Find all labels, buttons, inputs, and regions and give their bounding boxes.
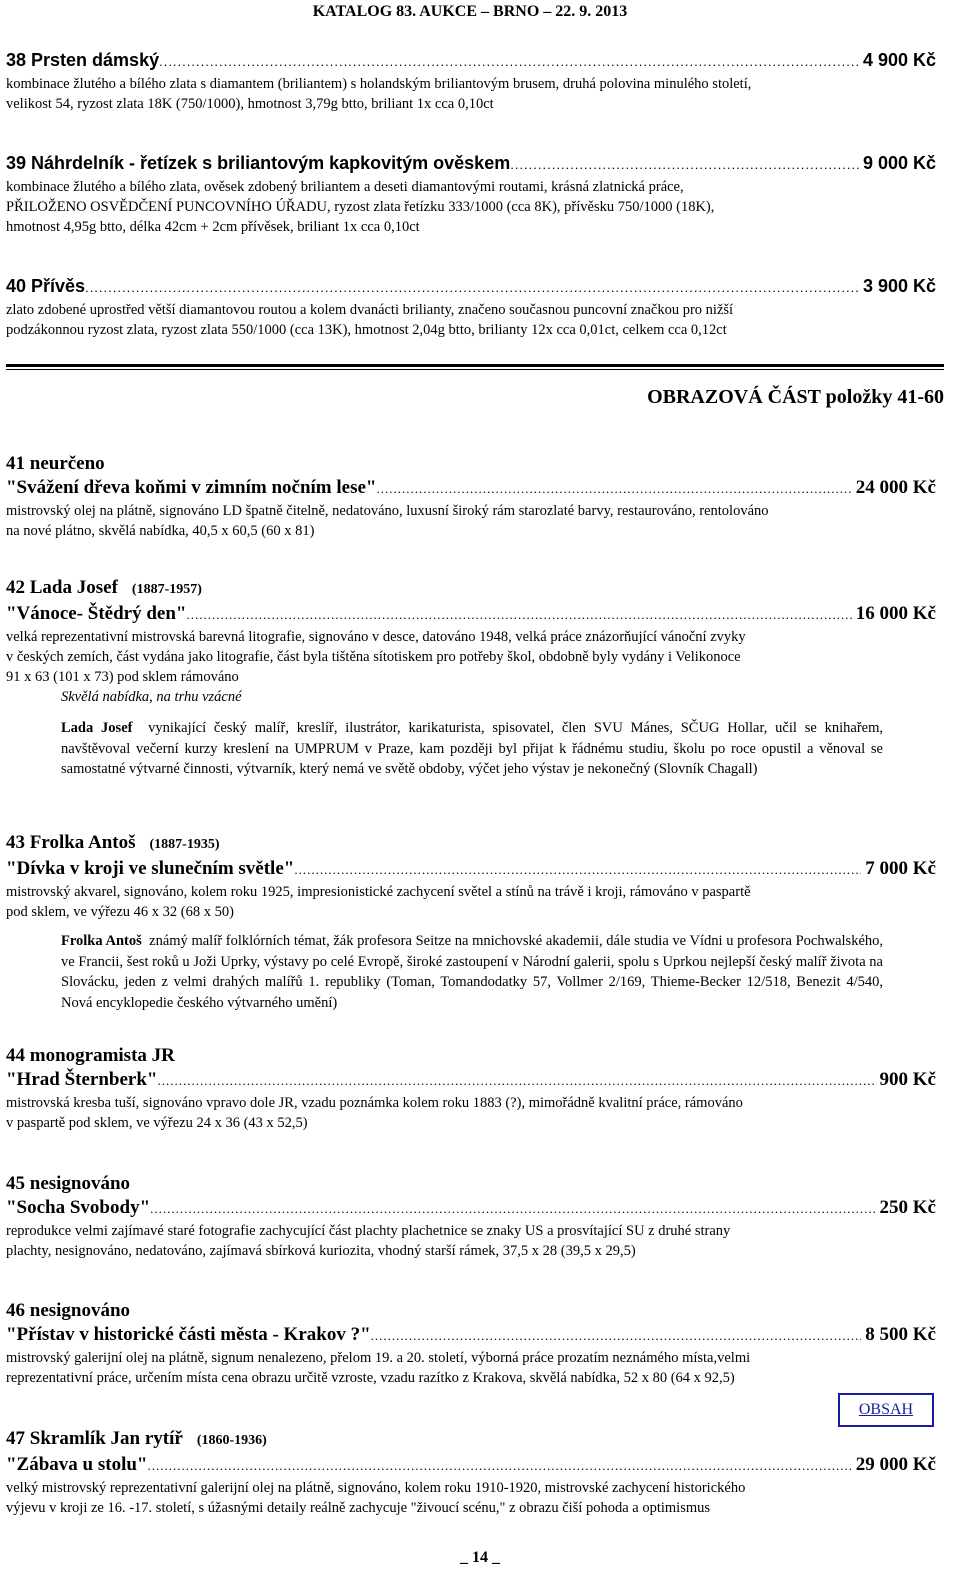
lot-price: 29 000 Kč	[855, 1454, 936, 1475]
artist-bio-text: vynikající český malíř, kreslíř, ilustrátor, karikaturista, spisovatel, člen SVU Mánes, SČUG Hollar, učil se knihařem, navštěvoval večerní kurzy kreslení na UMPRUM v Praze, kam později byl přijat k řádnému studiu, školu po roce opustil a věnoval se samostatné výtvarné činnosti, výtvarník, který nemá ve světě obdoby, výčet jeho výstav je nekonečný (Slovník Chagall)	[61, 720, 883, 777]
artist-bio	[6, 931, 883, 1013]
lot-desc-line: v českých zemích, část vydána jako litografie, část byla tištěna sítotiskem pro potřeby škol, obdobně byly vydány i Velikonoce	[6, 649, 741, 665]
lot-author: 41 neurčeno	[6, 453, 105, 474]
lot-title: "Socha Svobody"	[6, 1197, 151, 1218]
lot-lifespan: (1887-1935)	[149, 837, 220, 852]
lot-author: 45 nesignováno	[6, 1173, 131, 1194]
lot-price: 3 900 Kč	[862, 276, 936, 296]
lot-desc-line: mistrovská kresba tuší, signováno vpravo dole JR, vzadu poznámka kolem roku 1883 (?), mimořádně kvalitní práce, rámováno	[6, 1095, 743, 1111]
lot-price: 250 Kč	[879, 1197, 936, 1218]
lot-45	[6, 1172, 936, 1261]
lot-title: "Vánoce- Štědrý den"	[6, 603, 187, 624]
lot-desc-line: na nové plátno, skvělá nabídka, 40,5 x 60,5 (60 x 81)	[6, 523, 315, 539]
lot-title: "Hrad Šternberk"	[6, 1069, 158, 1090]
lot-desc-line: PŘILOŽENO OSVĚDČENÍ PUNCOVNÍHO ÚŘADU, ryzost zlata řetízku 333/1000 (cca 8K), přívěsku 750/1000 (18K),	[6, 199, 715, 215]
lot-price: 24 000 Kč	[855, 477, 936, 498]
lot-desc-line: v paspartě pod sklem, ve výřezu 24 x 36 (43 x 52,5)	[6, 1115, 308, 1131]
lot-title: "Přístav v historické části města - Krakov ?"	[6, 1324, 371, 1345]
artist-name: Frolka Antoš	[61, 933, 142, 949]
lot-author: 43 Frolka Antoš	[6, 832, 136, 853]
lot-38	[6, 48, 936, 114]
lot-price: 16 000 Kč	[855, 603, 936, 624]
lot-note: Skvělá nabídka, na trhu vzácné	[61, 689, 242, 705]
lot-39	[6, 151, 936, 237]
lot-author: 47 Skramlík Jan rytíř	[6, 1428, 183, 1449]
lot-43	[6, 831, 936, 1013]
lot-desc-line: velký mistrovský reprezentativní galerijní olej na plátně, signováno, kolem roku 1910-1920, mistrovské zachycení historického	[6, 1480, 746, 1496]
lot-desc-line: mistrovský olej na plátně, signováno LD špatně čitelně, nedatováno, luxusní široký rám starozlaté barvy, restaurováno, rentolováno	[6, 503, 769, 519]
lot-title: 40 Přívěs	[6, 276, 86, 296]
lot-desc-line: velká reprezentativní mistrovská barevná litografie, signováno v desce, datováno 1948, velká práce znázorňující vánoční zvyky	[6, 629, 746, 645]
lot-lifespan: (1887-1957)	[131, 582, 202, 597]
lot-title: "Dívka v kroji ve slunečním světle"	[6, 858, 295, 879]
lot-price: 900 Kč	[879, 1069, 936, 1090]
lot-lifespan: (1860-1936)	[196, 1433, 267, 1448]
section-rule-thin	[6, 369, 944, 370]
artist-bio	[6, 718, 883, 780]
lot-title: 39 Náhrdelník - řetízek s briliantovým kapkovitým ověskem	[6, 153, 511, 173]
artist-bio-text: známý malíř folklórních témat, žák profesora Seitze na mnichovské akademii, dále studia ve Vídni u profesora Pochwalského, ve Francii, šest roků u Joži Uprky, výstavy po celé Evropě, široké zastoupení v Národní galerii, spolu s Uprkou nejlepší český malíř života na Slovácku, jeden z velmi drahých malířů 1. republiky (Toman, Tomandodatky 57, Vollmer 2/169, Thieme-Becker 12/518, Benezit 4/540, Nová encyklopedie českého výtvarného umění)	[61, 933, 884, 1011]
lot-41	[6, 452, 936, 541]
lot-title: "Zábava u stolu"	[6, 1454, 148, 1475]
contents-link[interactable]: OBSAH	[838, 1393, 934, 1427]
lot-desc-line: 91 x 63 (101 x 73) pod sklem rámováno	[6, 669, 239, 685]
lot-price: 4 900 Kč	[862, 50, 936, 70]
lot-title: 38 Prsten dámský	[6, 50, 160, 70]
lot-author: 44 monogramista JR	[6, 1045, 175, 1066]
page-number: _ 14 _	[460, 1549, 500, 1566]
section-rule	[6, 364, 944, 367]
artist-name: Lada Josef	[61, 720, 133, 736]
lot-44	[6, 1044, 936, 1133]
lot-desc-line: pod sklem, ve výřezu 46 x 32 (68 x 50)	[6, 904, 234, 920]
lot-desc-line: hmotnost 4,95g btto, délka 42cm + 2cm přívěsek, briliant 1x cca 0,10ct	[6, 219, 420, 235]
lot-desc-line: zlato zdobené uprostřed větší diamantovou routou a kolem dvanácti brilianty, značeno současnou puncovní značkou pro nižší	[6, 302, 734, 318]
section-title: OBRAZOVÁ ČÁST položky 41-60	[647, 386, 944, 408]
lot-price: 8 500 Kč	[865, 1324, 936, 1345]
lot-desc-line: reprodukce velmi zajímavé staré fotografie zachycující část plachty plachetnice se znaky US a prosvítající SU z druhé strany	[6, 1223, 731, 1239]
lot-40	[6, 274, 936, 340]
lot-desc-line: reprezentativní práce, určením místa cena obrazu určitě vzroste, vzadu razítko z Krakova, skvělá nabídka, 52 x 80 (64 x 92,5)	[6, 1370, 735, 1386]
lot-desc-line: podzákonnou ryzost zlata, ryzost zlata 550/1000 (cca 13K), hmotnost 2,04g btto, brilianty 12x cca 0,01ct, celkem cca 0,12ct	[6, 322, 727, 338]
lot-desc-line: mistrovský galerijní olej na plátně, signum nenalezeno, přelom 19. a 20. století, výborná práce prozatím neznámého místa,velmi	[6, 1350, 751, 1366]
lot-author: 46 nesignováno	[6, 1300, 131, 1321]
lot-desc-line: kombinace žlutého a bílého zlata, ověsek zdobený briliantem a deseti diamantovými routami, krásná zlatnická práce,	[6, 179, 684, 195]
lot-author: 42 Lada Josef	[6, 577, 118, 598]
lot-desc-line: velikost 54, ryzost zlata 18K (750/1000), hmotnost 3,79g btto, briliant 1x cca 0,10ct	[6, 96, 494, 112]
lot-47	[6, 1427, 936, 1518]
lot-desc-line: kombinace žlutého a bílého zlata s diamantem (briliantem) s holandským briliantovým brusem, druhá polovina minulého století,	[6, 76, 752, 92]
lot-title: "Svážení dřeva koňmi v zimním nočním lese"	[6, 477, 377, 498]
lot-desc-line: mistrovský akvarel, signováno, kolem roku 1925, impresionistické zachycení světel a stínů na trávě i kroji, rámováno v paspartě	[6, 884, 751, 900]
lot-price: 9 000 Kč	[862, 153, 936, 173]
catalog-header: KATALOG 83. AUKCE – BRNO – 22. 9. 2013	[312, 3, 628, 20]
lot-desc-line: výjevu v kroji ze 16. -17. století, s úžasnými detaily reálně zachycuje "živoucí scénu," z obrazu čiší pohoda a optimismus	[6, 1500, 711, 1516]
lot-desc-line: plachty, nesignováno, nedatováno, zajímavá sbírková kuriozita, vhodný starší rámek, 37,5 x 28 (39,5 x 29,5)	[6, 1243, 636, 1259]
lot-price: 7 000 Kč	[865, 858, 936, 879]
lot-42	[6, 576, 936, 780]
lot-46	[6, 1299, 936, 1388]
